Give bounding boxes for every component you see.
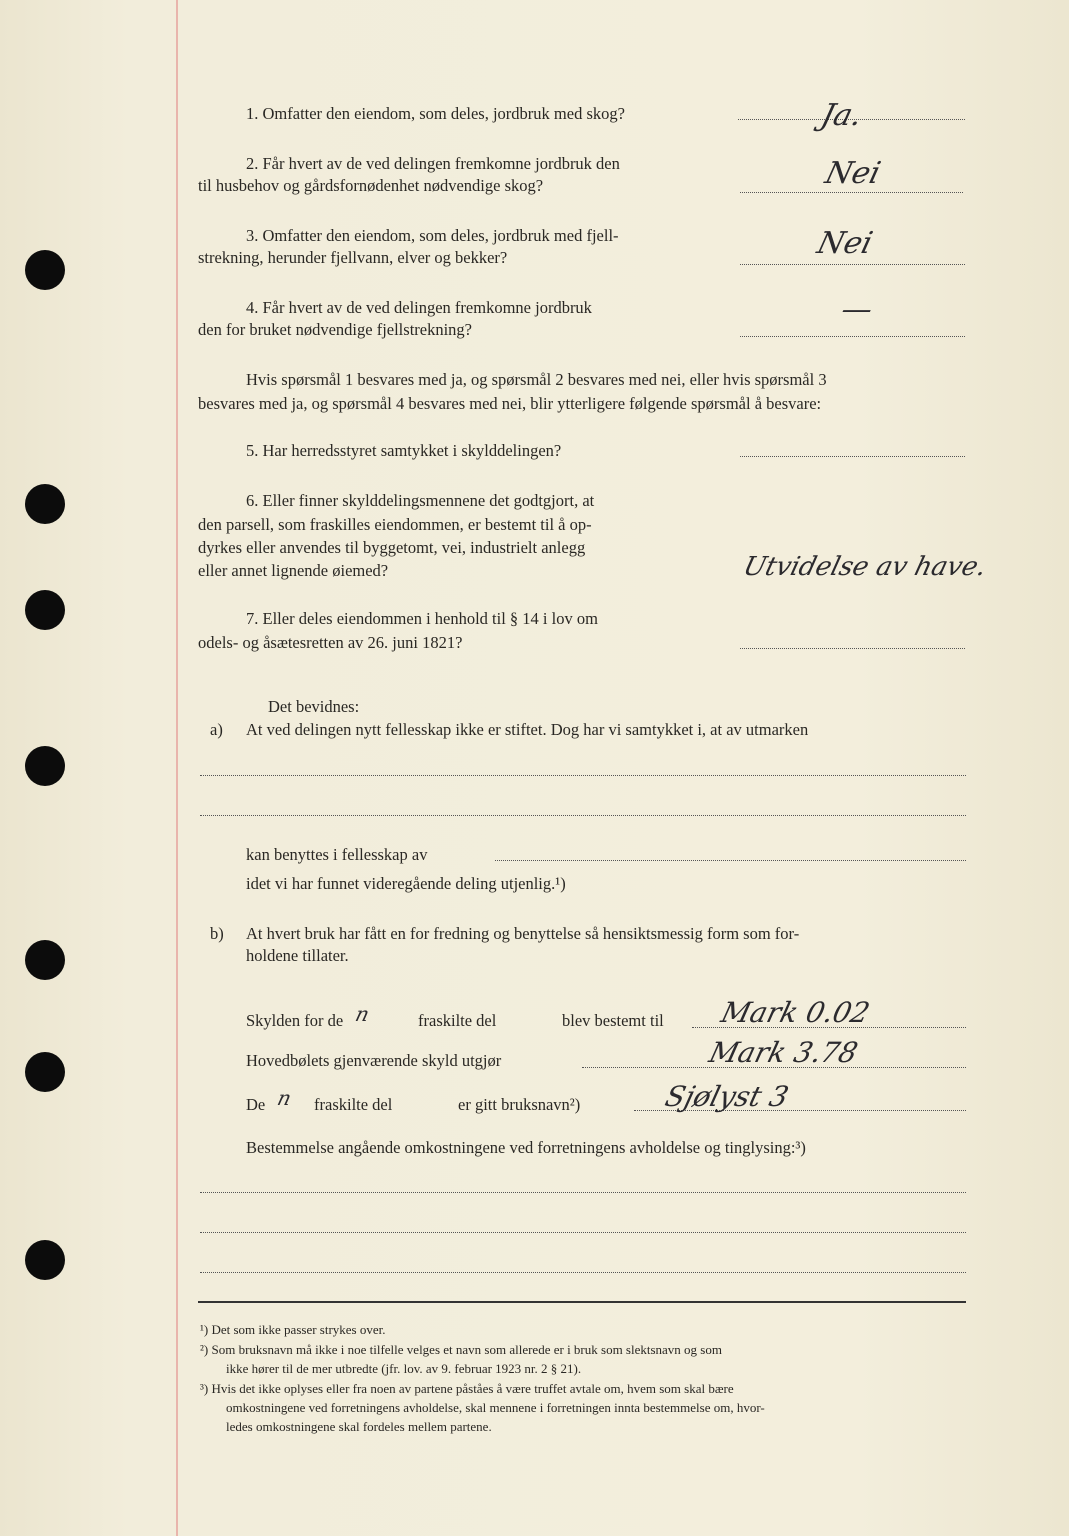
question-6-line-2: den parsell, som fraskilles eiendommen, er bestemt til å op- <box>198 515 592 534</box>
question-7-line-1: 7. Eller deles eiendommen i henhold til § 14 i lov om <box>246 609 598 628</box>
skyld-mid: fraskilte del <box>418 1011 497 1030</box>
bruksnavn-suffix: er gitt bruksnavn²) <box>458 1095 581 1114</box>
question-6-line-4: eller annet lignende øiemed? <box>198 561 389 580</box>
footnote-rule <box>198 1301 966 1303</box>
answer-line-7 <box>740 648 965 649</box>
blank-line <box>200 775 966 776</box>
certify-a-reason: idet vi har funnet videregående deling utjenlig.¹) <box>246 874 566 893</box>
answer-1: Ja. <box>817 98 866 133</box>
punch-hole <box>25 590 65 630</box>
question-5: 5. Har herredsstyret samtykket i skylddelingen? <box>246 441 562 460</box>
blank-line <box>200 815 966 816</box>
answer-4: — <box>837 292 877 327</box>
answer-line-2 <box>740 192 963 193</box>
footnote-3-line-3: ledes omkostningene skal fordeles mellem partene. <box>226 1419 492 1434</box>
answer-line-5 <box>740 456 965 457</box>
conditional-line-1: Hvis spørsmål 1 besvares med ja, og spørsmål 2 besvares med nei, eller hvis spørsmål 3 <box>246 370 827 389</box>
question-4-line-2: den for bruket nødvendige fjellstrekning? <box>198 320 472 339</box>
question-4-line-1: 4. Får hvert av de ved delingen fremkomne jordbruk <box>246 298 592 317</box>
blank-line <box>200 1272 966 1273</box>
question-3-line-1: 3. Omfatter den eiendom, som deles, jordbruk med fjell- <box>246 226 619 245</box>
footnote-3-line-2: omkostningene ved forretningens avholdelse, skal mennene i forretningen innta bestemmelse om, hvor- <box>226 1400 765 1415</box>
certify-b-line-1: At hvert bruk har fått en for fredning og benyttelse så hensiktsmessig form som for- <box>246 924 800 943</box>
skyld-suffix: blev bestemt til <box>562 1011 664 1030</box>
question-6-line-3: dyrkes eller anvendes til byggetomt, vei, industrielt anlegg <box>198 538 586 557</box>
skyld-value: Mark 0.02 <box>717 996 874 1029</box>
conditional-line-2: besvares med ja, og spørsmål 4 besvares med nei, blir ytterligere følgende spørsmål å besvare: <box>198 394 822 413</box>
answer-2: Nei <box>821 156 884 191</box>
question-2-line-1: 2. Får hvert av de ved delingen fremkomne jordbruk den <box>246 154 620 173</box>
answer-6: Utvidelse av have. <box>740 552 990 582</box>
question-7-line-2: odels- og åsætesretten av 26. juni 1821? <box>198 633 463 652</box>
footnote-2-line-2: ikke hører til de mer utbredte (jfr. lov. av 9. februar 1923 nr. 2 § 21). <box>226 1361 582 1376</box>
certify-a-common: kan benyttes i fellesskap av <box>246 845 428 864</box>
hovedbol-value: Mark 3.78 <box>705 1036 862 1069</box>
bruksnavn-value: Sjølyst 3 <box>661 1080 792 1113</box>
certify-a-text: At ved delingen nytt fellesskap ikke er stiftet. Dog har vi samtykket i, at av utmarken <box>246 720 809 739</box>
question-6-line-1: 6. Eller finner skylddelingsmennene det godtgjort, at <box>246 491 595 510</box>
bruksnavn-mid: fraskilte del <box>314 1095 393 1114</box>
bruksnavn-prefix: De <box>246 1095 266 1114</box>
punch-hole <box>25 1240 65 1280</box>
punch-hole <box>25 1052 65 1092</box>
punch-hole <box>25 746 65 786</box>
blank-line <box>495 860 966 861</box>
hovedbol-label: Hovedbølets gjenværende skyld utgjør <box>246 1051 502 1070</box>
certify-heading: Det bevidnes: <box>268 697 360 716</box>
blank-line <box>200 1232 966 1233</box>
skyld-prefix: Skylden for de <box>246 1011 344 1030</box>
footnote-2-line-1: ²) Som bruksnavn må ikke i noe tilfelle velges et navn som allerede er i bruk som slektsnavn og som <box>200 1342 722 1357</box>
handwritten-n: n <box>353 1002 372 1026</box>
footnote-1: ¹) Det som ikke passer strykes over. <box>200 1322 386 1337</box>
handwritten-n: n <box>275 1086 294 1110</box>
question-3-line-2: strekning, herunder fjellvann, elver og bekker? <box>198 248 508 267</box>
answer-line-4 <box>740 336 965 337</box>
footnote-3-line-1: ³) Hvis det ikke oplyses eller fra noen av partene påståes å være truffet avtale om, hvem som skal bære <box>200 1381 734 1396</box>
margin-line <box>176 0 178 1536</box>
question-2-line-2: til husbehov og gårdsfornødenhet nødvendige skog? <box>198 176 544 195</box>
blank-line <box>200 1192 966 1193</box>
punch-hole <box>25 940 65 980</box>
answer-3: Nei <box>813 226 876 261</box>
punch-hole <box>25 484 65 524</box>
question-1: 1. Omfatter den eiendom, som deles, jordbruk med skog? <box>246 104 625 123</box>
certify-b-label: b) <box>210 924 224 943</box>
answer-line-3 <box>740 264 965 265</box>
punch-hole <box>25 250 65 290</box>
certify-b-line-2: holdene tillater. <box>246 946 349 965</box>
bestemmelse-label: Bestemmelse angående omkostningene ved forretningens avholdelse og tinglysing:³) <box>246 1138 806 1157</box>
certify-a-label: a) <box>210 720 223 739</box>
